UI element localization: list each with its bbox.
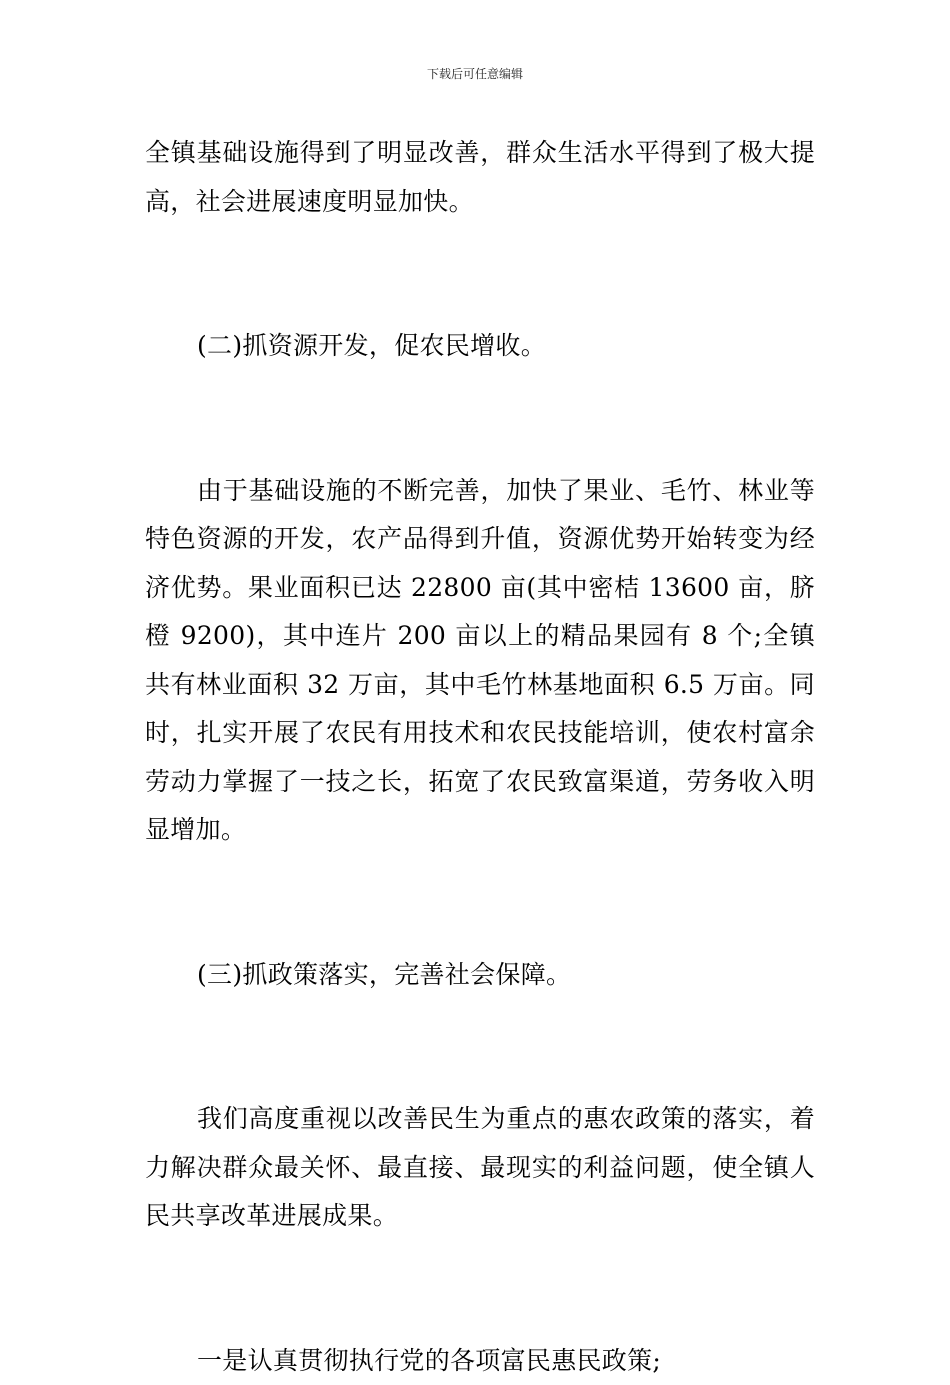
document-body bbox=[145, 129, 815, 1385]
paragraph-item-one: 一是认真贯彻执行党的各项富民惠民政策; bbox=[145, 1337, 815, 1385]
paragraph-gap bbox=[145, 855, 815, 951]
section-heading-2: (二)抓资源开发，促农民增收。 bbox=[145, 322, 815, 371]
paragraph-resource-development: 由于基础设施的不断完善，加快了果业、毛竹、林业等特色资源的开发，农产品得到升值，资源优势开始转变为经济优势。果业面积已达 22800 亩(其中密桔 13600 亩，脐橙 9200)，其中连片 200 亩以上的精品果园有 8 个;全镇共有林业面积 32 万亩，其中毛竹林基地面积 6.5 万亩。同时，扎实开展了农民有用技术和农民技能培训，使农村富余劳动力掌握了一技之长，拓宽了农民致富渠道，劳务收入明显增加。 bbox=[145, 467, 815, 855]
paragraph-policy: 我们高度重视以改善民生为重点的惠农政策的落实，着力解决群众最关怀、最直接、最现实的利益问题，使全镇人民共享改革进展成果。 bbox=[145, 1095, 815, 1241]
paragraph-gap bbox=[145, 1241, 815, 1337]
paragraph-gap bbox=[145, 999, 815, 1095]
paragraph-gap bbox=[145, 371, 815, 467]
page-header: 下载后可任意编辑 bbox=[0, 66, 950, 82]
paragraph-gap bbox=[145, 226, 815, 322]
paragraph-continuation: 全镇基础设施得到了明显改善，群众生活水平得到了极大提高，社会进展速度明显加快。 bbox=[145, 129, 815, 226]
section-heading-3: (三)抓政策落实，完善社会保障。 bbox=[145, 951, 815, 1000]
